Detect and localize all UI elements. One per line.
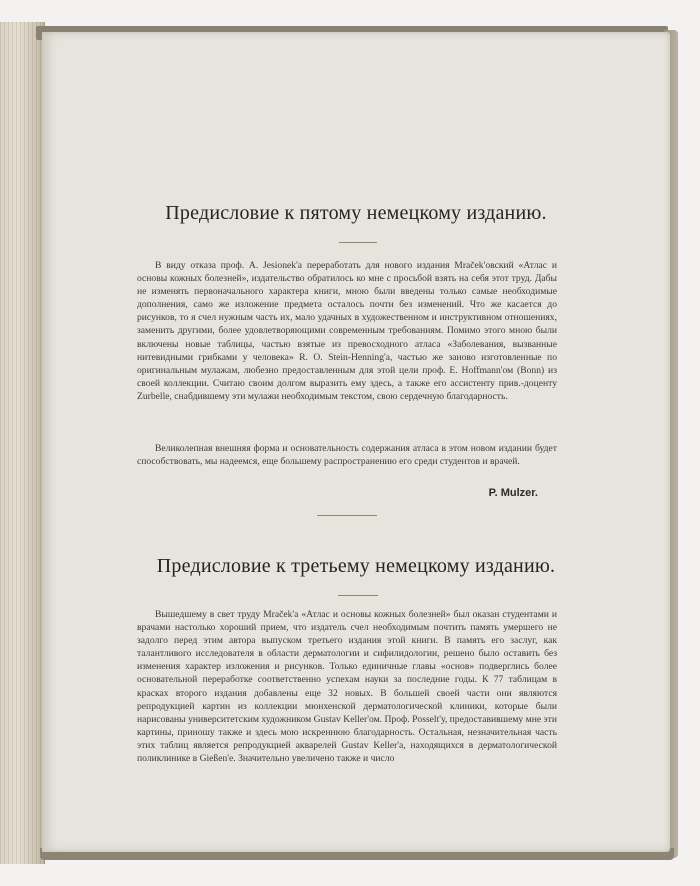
section1-title: Предисловие к пятому немецкому изданию.	[165, 202, 547, 224]
section-divider	[317, 515, 377, 516]
section1-paragraph-1: В виду отказа проф. A. Jesionek'а переработать для нового издания Mraček'овский «Атлас и основы кожных болезней», издательство обратилось ко мне с просьбой взять на себя этот труд. Дабы не изменять первоначального характера книги, мною были введены только самые необходимые дополнения, само же изложение предмета осталось почти без изменений. Что же касается до рисунков, то я счел нужным часть их, мало удачных в художественном и инструктивном отношениях, заменить другими, более удовлетворяющими современным требованиям. Помимо этого мною были включены новые таблицы, частью взятые из превосходного атласа «Заболевания, вызванные нитевидными грибками у человека» R. O. Stein-Henning'а, частью же заново изготовленные по оригинальным мулажам, любезно предоставленным для этой цели проф. E. Hoffmann'ом (Bonn) из своей коллекции. Считаю своим долгом выразить ему здесь, а также его ассистенту прив.-доценту Zurbelle, снабдившему эти мулажи необходимым текстом, свою сердечную благодарность.	[137, 260, 557, 402]
page-edges	[0, 22, 44, 864]
section2-paragraph-1: Вышедшему в свет труду Mraček'а «Атлас и основы кожных болезней» был оказан студентами и врачами настолько хороший прием, что издатель счел необходимым почтить память умершего не задолго перед этим автора выпуском третьего издания этой книги. В память его заслуг, как талантливого исследователя в области дерматологии и сифилидологии, решено было оставить без изменения характер изложения и рисунков. Только единичные главы «основ» подверглись более основательной переработке соответственно успехам науки за последние годы. К 77 таблицам в красках второго издания добавлены еще 32 новых. В большей своей части они являются репродукцией картин из коллекции мюнхенской дерматологической клиники, которые были нарисованы университетским художником Gustav Keller'ом. Проф. Posselt'у, предоставившему мне эти картины, приношу также и здесь мою искреннюю благодарность. Остальная, незначительная часть этих таблиц является репродукцией акварелей Gustav Keller'а, находящихся в дерматологической поликлинике в Gießen'е. Значительно увеличено также и число	[137, 609, 557, 765]
page-content	[42, 32, 670, 852]
section1-signature: P. Mulzer.	[488, 487, 538, 499]
section1-paragraph-2: Великолепная внешняя форма и основательность содержания атласа в этом новом издании будет способствовать, мы надеемся, еще большему распространению его среди студентов и врачей.	[137, 443, 557, 468]
section1-title-rule	[339, 242, 377, 243]
book-spine	[0, 22, 45, 864]
section2-title-rule	[338, 595, 378, 596]
book-page	[42, 32, 670, 852]
section2-title: Предисловие к третьему немецкому изданию.	[156, 555, 556, 577]
